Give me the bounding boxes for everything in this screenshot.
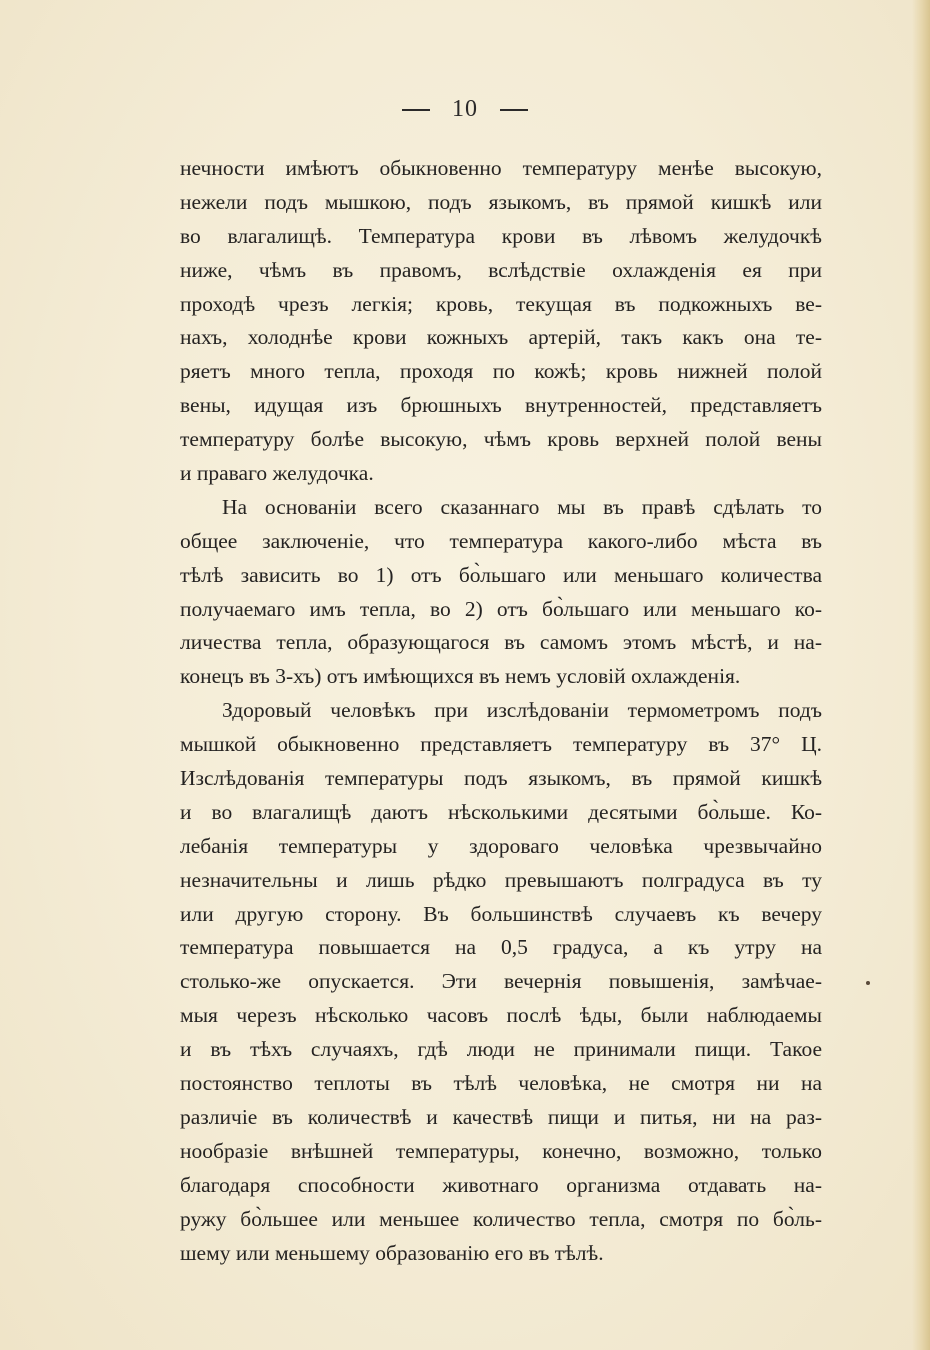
text-line: получаемаго имъ тепла, во 2) отъ бо̀льшаго или меньшаго ко- [180, 596, 822, 621]
text-line: личества тепла, образующагося въ самомъ этомъ мѣстѣ, и на- [180, 630, 822, 655]
ink-speck [866, 981, 870, 985]
text-line: или другую сторону. Въ большинствѣ случаевъ къ вечеру [180, 901, 822, 926]
text-line: благодаря способности животнаго организма отдавать на- [180, 1172, 822, 1197]
text-line: и во влагалищѣ даютъ нѣсколькими десятыми бо̀льше. Ко- [180, 799, 822, 824]
text-line: столько-же опускается. Эти вечернія повышенія, замѣчае- [180, 969, 822, 994]
text-line: во влагалищѣ. Температура крови въ лѣвомъ желудочкѣ [180, 223, 822, 248]
text-line: незначительны и лишь рѣдко превышаютъ полградуса въ ту [180, 867, 822, 892]
text-line: нообразіе внѣшней температуры, конечно, возможно, только [180, 1138, 822, 1163]
text-line: Изслѣдованія температуры подъ языкомъ, въ прямой кишкѣ [180, 766, 822, 791]
text-line: проходѣ чрезъ легкія; кровь, текущая въ подкожныхъ ве- [180, 291, 822, 316]
text-line: вены, идущая изъ брюшныхъ внутренностей, представляетъ [180, 393, 822, 418]
body-text [180, 152, 822, 1270]
text-line: мыя черезъ нѣсколько часовъ послѣ ѣды, были наблюдаемы [180, 1003, 822, 1028]
paragraph-start-line: На основаніи всего сказаннаго мы въ правѣ сдѣлать то [222, 494, 822, 519]
paragraph-start-line: Здоровый человѣкъ при изслѣдованіи термометромъ подъ [222, 698, 822, 723]
text-line: ряетъ много тепла, проходя по кожѣ; кровь нижней полой [180, 359, 822, 384]
paragraph-end-line: шему или меньшему образованію его въ тѣлѣ. [180, 1240, 604, 1265]
text-line: температуру болѣе высокую, чѣмъ кровь верхней полой вены [180, 427, 822, 452]
text-line: нечности имѣютъ обыкновенно температуру менѣе высокую, [180, 156, 822, 180]
text-line: и въ тѣхъ случаяхъ, гдѣ люди не принимали пищи. Такое [180, 1037, 822, 1062]
text-line: температура повышается на 0,5 градуса, а къ утру на [180, 935, 822, 960]
page-header [0, 96, 930, 123]
text-line: тѣлѣ зависить во 1) отъ бо̀льшаго или меньшаго количества [180, 562, 822, 587]
text-line: нахъ, холоднѣе крови кожныхъ артерій, такъ какъ она те- [180, 325, 822, 350]
text-line: различіе въ количествѣ и качествѣ пищи и питья, ни на раз- [180, 1104, 822, 1129]
text-line: постоянство теплоты въ тѣлѣ человѣка, не смотря ни на [180, 1071, 822, 1096]
paragraph-end-line: и праваго желудочка. [180, 461, 374, 486]
text-line: ниже, чѣмъ въ правомъ, вслѣдствіе охлажденія ея при [180, 257, 822, 282]
text-line: мышкой обыкновенно представляетъ температуру въ 37° Ц. [180, 732, 822, 757]
text-line: общее заключеніе, что температура какого-либо мѣста въ [180, 528, 822, 553]
text-line: ружу бо̀льшее или меньшее количество тепла, смотря по бо̀ль- [180, 1206, 822, 1231]
header-dash-left [402, 109, 430, 111]
paragraph-end-line: конецъ въ 3-хъ) отъ имѣющихся въ немъ условій охлажденія. [180, 664, 741, 689]
text-line: нежели подъ мышкою, подъ языкомъ, въ прямой кишкѣ или [180, 189, 822, 214]
header-dash-right [500, 109, 528, 111]
text-line: лебанія температуры у здороваго человѣка чрезвычайно [180, 833, 822, 858]
page-edge-shadow [912, 0, 930, 1350]
page-number: 10 [452, 96, 478, 122]
